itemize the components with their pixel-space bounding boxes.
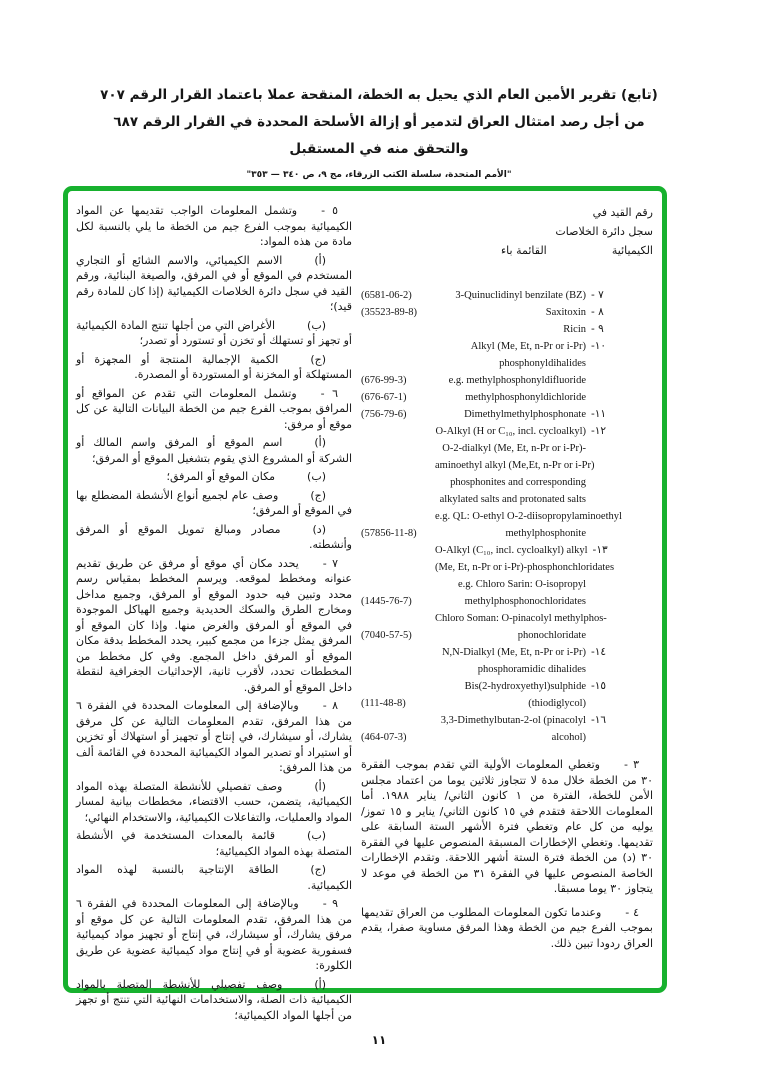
page-number: ١١ bbox=[371, 1033, 387, 1047]
chemical-row bbox=[361, 712, 617, 729]
paragraph bbox=[76, 779, 352, 826]
cas-number: (35523-89-8) bbox=[361, 307, 417, 318]
chemical-row bbox=[361, 610, 617, 627]
paragraph-text: الكمية الإجمالية المنتجة أو المجهزة أو المستهلكة أو المخزنة أو المستوردة أو المصدرة. bbox=[76, 352, 352, 381]
chemical-item bbox=[361, 287, 617, 304]
chemical-name: Bis(2-hydroxyethyl)sulphide bbox=[464, 681, 586, 692]
chemical-row bbox=[361, 559, 617, 576]
chemical-row bbox=[361, 661, 617, 678]
paragraph bbox=[76, 977, 352, 1024]
cas-number: (676-67-1) bbox=[361, 392, 407, 403]
paragraph-label: ٤ - bbox=[625, 905, 639, 919]
cas-header-line-1: رقم القيد في bbox=[592, 206, 653, 219]
item-number: - ٨ bbox=[591, 306, 604, 318]
item-number: - ٧ bbox=[591, 289, 604, 301]
paragraph-text: وصف تفصيلي للأنشطة المتصلة بالمواد الكيميائية ذات الصلة، والاستخدامات النهائية التي تنتج أو تجهز من أجلها المواد الكيميائية؛ bbox=[76, 977, 352, 1022]
paragraph-label: (ج) bbox=[310, 863, 326, 876]
chemical-name: alcohol) bbox=[551, 732, 586, 743]
paragraph-text: مكان الموقع أو المرفق؛ bbox=[166, 470, 276, 483]
paragraph bbox=[76, 386, 352, 433]
paragraph-label: (أ) bbox=[314, 779, 326, 793]
paragraph bbox=[76, 828, 352, 859]
paragraph-text: قائمة بالمعدات المستخدمة في الأنشطة المتصلة بهذه المواد الكيميائية؛ bbox=[76, 829, 352, 858]
chemical-row bbox=[361, 729, 617, 746]
cas-registry-header bbox=[501, 203, 653, 260]
paragraph-text: وتشمل المعلومات التي تقدم عن المواقع أو المرافق بموجب الفرع جيم من الخطة البيانات التالية عن كل موقع أو مرفق: bbox=[76, 386, 352, 431]
paragraph-text: وصف تفصيلي للأنشطة المتصلة بهذه المواد الكيميائية، يتضمن، حسب الاقتضاء، مخططات بيانية لمسار المواد والعمليات، والتفاعلات الكيميائية، والاستخدام النهائي؛ bbox=[76, 779, 352, 824]
chemical-name: Dimethylmethylphosphonate bbox=[464, 409, 586, 420]
content-frame bbox=[63, 186, 667, 1022]
paragraph-label: ٣ - bbox=[623, 758, 639, 771]
paragraph-text: مصادر ومبالغ تمويل الموقع أو المرفق وأنشطته. bbox=[76, 522, 352, 551]
chemical-row bbox=[361, 338, 617, 355]
item-number: -١٢ bbox=[591, 425, 607, 437]
chemical-list bbox=[361, 287, 653, 746]
chemical-item bbox=[361, 304, 617, 321]
paragraph-text: وتشمل المعلومات الواجب تقديمها عن المواد الكيميائية بموجب الفرع جيم من الخطة ما يلي بالنسبة لكل مادة من هذه المواد: bbox=[76, 204, 352, 248]
document-header bbox=[0, 82, 758, 185]
paragraph bbox=[361, 757, 653, 897]
paragraph bbox=[76, 469, 352, 485]
chemical-name: e.g. QL: O-ethyl O-2-diisopropylaminoethyl bbox=[435, 511, 622, 522]
paragraph bbox=[361, 905, 653, 952]
chemical-name: 3,3-Dimethylbutan-2-ol (pinacolyl bbox=[440, 715, 586, 726]
paragraph-label: ٩ - bbox=[322, 897, 339, 910]
chemical-name: phosphonites and corresponding bbox=[450, 477, 586, 488]
title-line-1: (تابع) تقرير الأمين العام الذي يحيل به الخطة، المنقحة عملا باعتماد القرار الرقم ٧٠٧ bbox=[100, 87, 658, 103]
item-number: -١٥ bbox=[591, 680, 607, 692]
cas-number: (464-07-3) bbox=[361, 732, 407, 743]
chemical-name: aminoethyl alkyl (Me,Et, n-Pr or i-Pr) bbox=[435, 460, 595, 471]
chemical-name: N,N-Dialkyl (Me, Et, n-Pr or i-Pr) bbox=[441, 647, 586, 658]
chemical-name: e.g. methylphosphonyldifluoride bbox=[448, 375, 586, 386]
item-number: -١٠ bbox=[591, 340, 607, 352]
paragraph bbox=[76, 318, 352, 349]
chemical-row bbox=[361, 304, 617, 321]
paragraph-label: (ج) bbox=[310, 488, 326, 502]
paragraph-label: ٧ - bbox=[322, 556, 338, 570]
item-number: -١١ bbox=[591, 408, 607, 420]
list-b-paragraphs bbox=[361, 757, 653, 959]
chemical-name: phonochloridate bbox=[517, 630, 586, 641]
chemical-row bbox=[361, 542, 617, 559]
cas-header-line-3 bbox=[501, 241, 653, 260]
paragraph bbox=[76, 435, 352, 466]
chemical-row bbox=[361, 389, 617, 406]
paragraph bbox=[76, 253, 352, 315]
chemical-row bbox=[361, 678, 617, 695]
chemical-name: O-2-dialkyl (Me, Et, n-Pr or i-Pr)- bbox=[442, 443, 586, 454]
paragraph-label: (ج) bbox=[310, 352, 326, 366]
paragraph-text: وتغطي المعلومات الأولية التي تقدم بموجب الفقرة ٣٠ من الخطة خلال مدة لا تتجاوز ثلاثين يوما من اعتماد مجلس الأمن للخطة، الفترة من ١ كانون الثاني/ يناير ١٩٨٨. أما المعلومات اللاحقة فتقدم في ١٥ كانون الثاني/ يناير و ١٥ تموز/ يوليه من كل عام وتغطي فترة الأشهر الستة السابقة على تقديمها. وتغطي الإخطارات المسبقة المنصوص عليها في الفقرة ٣٠ (د) من الخطة فترة الستة أشهر اللاحقة. وتقدم الإخطارات الخاصة المنصوص عليها في الفقرة ٣١ من الخطة في موعد لا يتجاوز ٣٠ يوما مسبقا. bbox=[361, 758, 653, 895]
cas-number: (1445-76-7) bbox=[361, 596, 412, 607]
content-frame-inner bbox=[68, 191, 662, 1022]
chemical-row bbox=[361, 440, 617, 457]
item-number: -١٦ bbox=[591, 714, 607, 726]
paragraph-label: ٨ - bbox=[322, 699, 339, 712]
chemical-name: (Me, Et, n-Pr or i-Pr)-phosphonchloridates bbox=[435, 562, 615, 573]
paragraph bbox=[76, 896, 352, 974]
paragraph-text: الطاقة الإنتاجية بالنسبة لهذه المواد الكيميائية. bbox=[76, 863, 352, 892]
paragraph-text: وعندما تكون المعلومات المطلوب من العراق تقديمها بموجب الفرع جيم من الخطة وهذا المرفق مساوية صفرا، يقدم العراق ردودا تبين ذلك. bbox=[361, 905, 653, 950]
arabic-text-column bbox=[76, 203, 352, 1022]
chemical-row bbox=[361, 321, 617, 338]
chemical-row bbox=[361, 406, 617, 423]
chemical-row bbox=[361, 457, 617, 474]
cas-number: (111-48-8) bbox=[361, 698, 406, 709]
list-b-column bbox=[361, 203, 653, 988]
chemical-item bbox=[361, 644, 617, 678]
source-note: "الأمم المتحدة، سلسلة الكتب الزرقاء، مج ٩، ص ٣٤٠ — ٣٥٣" bbox=[246, 170, 512, 180]
paragraph bbox=[76, 352, 352, 383]
paragraph-text: وبالإضافة إلى المعلومات المحددة في الفقرة ٦ من هذا المرفق، تقدم المعلومات التالية عن كل موقع أو مرفق يشارك، أو سيشارك، في إنتاج أو تجهيز مواد كيميائية فسفورية عضوية أو في إنتاج مواد كيميائية عضوية عن طريق الكلورة: bbox=[76, 897, 352, 972]
paragraph bbox=[76, 698, 352, 776]
chemical-row bbox=[361, 372, 617, 389]
list-b-label: القائمة باء bbox=[501, 244, 547, 257]
paragraph-label: ٦ - bbox=[320, 386, 339, 400]
cas-number: (7040-57-5) bbox=[361, 630, 412, 641]
chemical-name: alkylated salts and protonated salts bbox=[439, 494, 586, 505]
paragraph-text: وصف عام لجميع أنواع الأنشطة المضطلع بها في الموقع أو المرفق؛ bbox=[76, 488, 352, 517]
paragraph-label: (ب) bbox=[307, 318, 326, 332]
chemical-item bbox=[361, 338, 617, 406]
cas-header-chemical-label: الكيميائية bbox=[611, 244, 653, 257]
paragraph bbox=[76, 862, 352, 893]
chemical-name: methylphosphonyldichloride bbox=[465, 392, 586, 403]
chemical-row bbox=[361, 508, 622, 525]
paragraph-label: (أ) bbox=[314, 977, 326, 991]
paragraph-text: اسم الموقع أو المرفق واسم المالك أو الشركة أو المشروع الذي يقوم بتشغيل الموقع أو المرفق؛ bbox=[76, 436, 352, 465]
cas-number: (756-79-6) bbox=[361, 409, 407, 420]
chemical-name: 3-Quinuclidinyl benzilate (BZ) bbox=[455, 290, 586, 301]
paragraph-text: الاسم الكيميائي، والاسم الشائع أو التجاري المستخدم في الموقع أو في المرفق، والصيغة البنائية، ورقم القيد في سجل دائرة الخلاصات الكيميائية (إذا كان للمادة رقم قيد)؛ bbox=[76, 253, 352, 313]
chemical-item bbox=[361, 406, 617, 423]
chemical-row bbox=[361, 287, 617, 304]
cas-number: (6581-06-2) bbox=[361, 290, 412, 301]
chemical-item bbox=[361, 321, 617, 338]
paragraph-label: (أ) bbox=[314, 253, 326, 267]
chemical-row bbox=[361, 423, 617, 440]
paragraph bbox=[76, 522, 352, 553]
chemical-row bbox=[361, 491, 617, 508]
chemical-row bbox=[361, 695, 617, 712]
chemical-name: Chloro Soman: O-pinacolyl methylphos- bbox=[435, 613, 607, 624]
chemical-row bbox=[361, 355, 617, 372]
chemical-row bbox=[361, 593, 617, 610]
paragraph-text: وبالإضافة إلى المعلومات المحددة في الفقرة ٦ من هذا المرفق، تقدم المعلومات التالية عن كل مرفق يشارك، أو سيشارك، في إنتاج أو تجهيز أو استهلاك أو تخزين أو استيراد أو تصدير المواد الكيميائية المحددة في القائمة ألف من هذا المرفق: bbox=[76, 699, 352, 774]
item-number: - ٩ bbox=[591, 323, 604, 335]
paragraph-label: (أ) bbox=[314, 436, 326, 449]
title-line-3: والتحقق منه في المستقبل bbox=[289, 141, 469, 157]
chemical-name: e.g. Chloro Sarin: O-isopropyl bbox=[457, 579, 586, 590]
chemical-row bbox=[361, 525, 617, 542]
chemical-name: phosphoramidic dihalides bbox=[477, 664, 586, 675]
cas-number: (676-99-3) bbox=[361, 375, 407, 386]
chemical-item bbox=[361, 712, 617, 746]
chemical-item bbox=[361, 423, 622, 542]
chemical-name: O-Alkyl (C₁₀, incl. cycloalkyl) alkyl bbox=[435, 545, 588, 556]
chemical-name: Saxitoxin bbox=[545, 307, 586, 318]
chemical-row bbox=[361, 576, 617, 593]
chemical-name: O-Alkyl (H or C₁₀, incl. cycloalkyl) bbox=[435, 426, 586, 437]
chemical-name: Alkyl (Me, Et, n-Pr or i-Pr) bbox=[470, 341, 586, 352]
paragraph-label: (د) bbox=[312, 522, 326, 536]
chemical-row bbox=[361, 644, 617, 661]
chemical-name: (thiodiglycol) bbox=[528, 698, 586, 709]
paragraph bbox=[76, 203, 352, 250]
title-line-2: من أجل رصد امتثال العراق لتدمير أو إزالة الأسلحة المحددة في القرار الرقم ٦٨٧ bbox=[113, 114, 645, 130]
paragraph-label: (ب) bbox=[307, 829, 326, 842]
cas-header-line-2: سجل دائرة الخلاصات bbox=[555, 225, 653, 238]
paragraph-label: ٥ - bbox=[321, 204, 338, 217]
item-number: -١٤ bbox=[591, 646, 607, 658]
chemical-name: methylphosphonite bbox=[505, 528, 586, 539]
item-number: -١٣ bbox=[592, 544, 608, 556]
chemical-row bbox=[361, 627, 617, 644]
paragraph-label: (ب) bbox=[307, 470, 326, 483]
chemical-item bbox=[361, 678, 617, 712]
cas-number: (57856-11-8) bbox=[361, 528, 417, 539]
paragraph bbox=[76, 556, 352, 696]
chemical-name: methylphosphonochloridates bbox=[464, 596, 586, 607]
paragraph bbox=[76, 488, 352, 519]
chemical-name: phosphonyldihalides bbox=[499, 358, 586, 369]
paragraph-text: يحدد مكان أي موقع أو مرفق عن طريق تقديم عنوانه ومخطط لموقعه. ويرسم المخطط بمقياس رسم محدد وتبين فيه حدود الموقع أو المرفق، وجميع مداخل ومخارج الطرق والسكك الحديدية وجميع الهياكل الموجودة في الموقع أو المرفق والغرض منها. وإذا كان الموقع أو المرفق يمثل جزءا من مجمع كبير، يحدد المخطط بدقة مكان الموقع أو المرفق داخل المجمع. وفي كل مخطط من المخططات تحدد، لأقرب ثانية، الإحداثيات الجغرافية لنقطة داخل الموقع أو المرفق. bbox=[76, 556, 352, 694]
chemical-row bbox=[361, 474, 617, 491]
chemical-item bbox=[361, 542, 617, 644]
paragraph-text: الأغراض التي من أجلها تنتج المادة الكيميائية أو تجهز أو تستهلك أو تخزن أو تستورد أو تصدر؛ bbox=[76, 318, 352, 347]
chemical-name: Ricin bbox=[563, 324, 586, 335]
